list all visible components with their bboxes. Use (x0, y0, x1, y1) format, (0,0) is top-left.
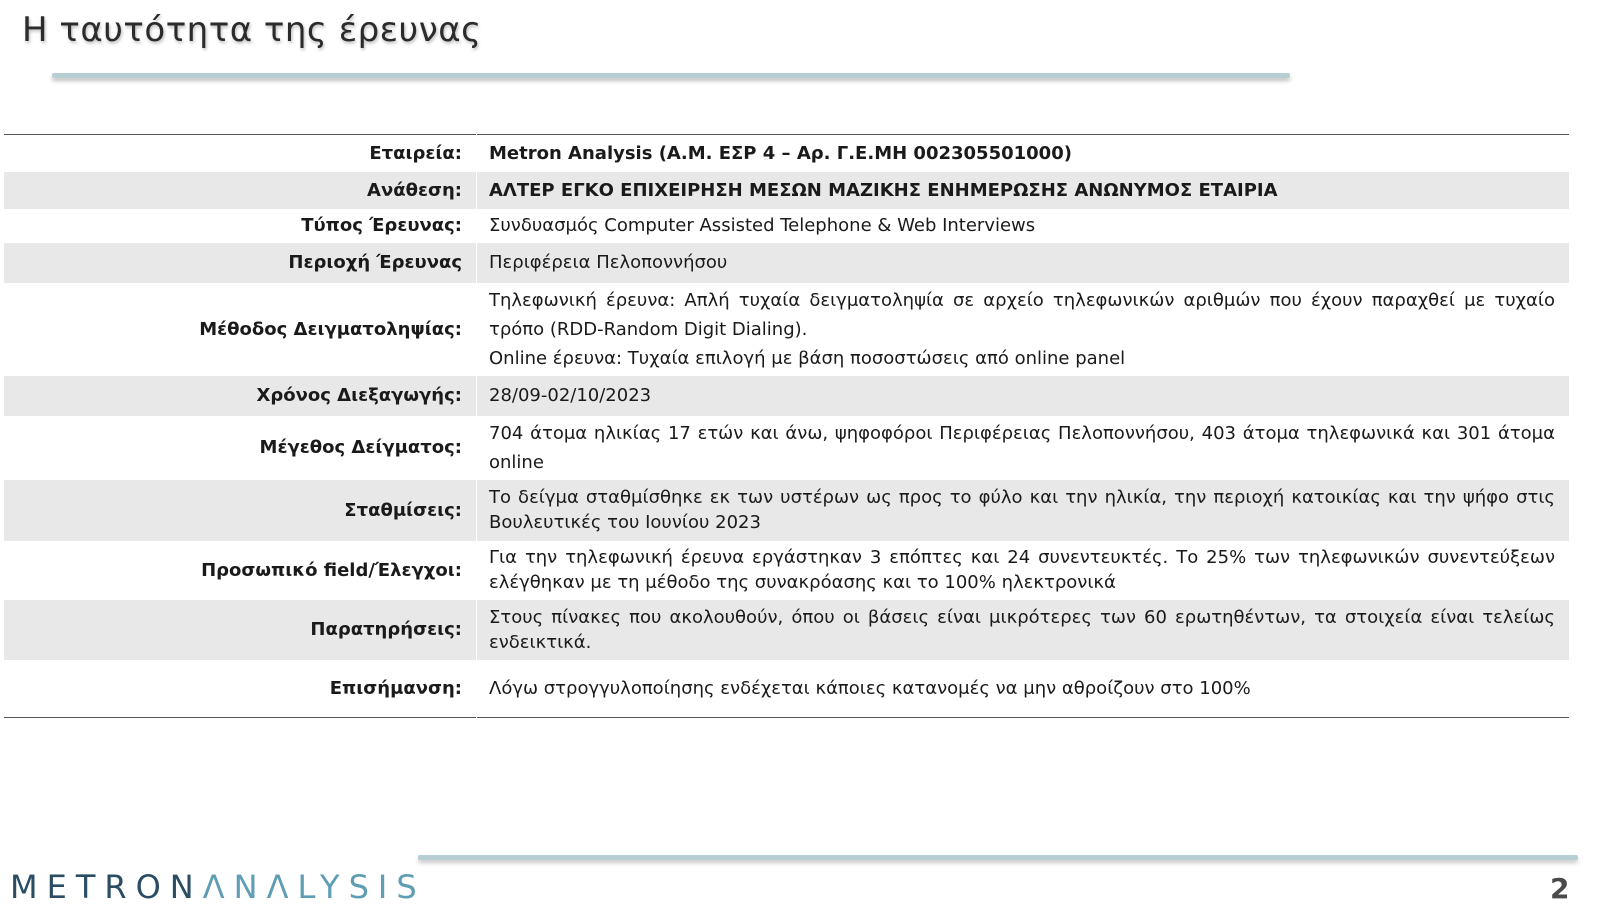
row-value-fieldwork-dates (477, 376, 1570, 416)
row-label-remarks: Παρατηρήσεις: (4, 600, 477, 660)
value-line: Περιφέρεια Πελοποννήσου (489, 252, 728, 273)
table-row (4, 283, 1569, 376)
survey-info-table (4, 134, 1569, 718)
metron-analysis-logo (10, 868, 426, 906)
row-label-commission: Ανάθεση: (4, 172, 477, 209)
footer-rule (418, 855, 1578, 860)
row-label-sampling-method: Μέθοδος Δειγματοληψίας: (4, 283, 477, 376)
table-row (4, 541, 1569, 600)
row-label-weighting: Σταθμίσεις: (4, 480, 477, 541)
table-row (4, 376, 1569, 416)
logo-text-part2: ΛNΛLYSIS (202, 868, 426, 906)
row-label-field-staff: Προσωπικό field/Έλεγχοι: (4, 541, 477, 600)
value-line: Online έρευνα: Τυχαία επιλογή με βάση ποσοστώσεις από online panel (489, 347, 1126, 369)
value-line: Το δείγμα σταθμίσθηκε εκ των υστέρων ως προς το φύλο και την ηλικία, την περιοχή κατοικίας και την ψήφο στις Βουλευτικές του Ιουνίου 2023 (489, 487, 1555, 533)
row-value-commission (477, 172, 1570, 209)
page-number: 2 (1550, 872, 1570, 905)
table-row (4, 209, 1569, 243)
value-line: ΑΛΤΕΡ ΕΓΚΟ ΕΠΙΧΕΙΡΗΣΗ ΜΕΣΩΝ ΜΑΖΙΚΗΣ ΕΝΗΜΕΡΩΣΗΣ ΑΝΩΝΥΜΟΣ ΕΤΑΙΡΙΑ (489, 179, 1278, 201)
value-line: 704 άτομα ηλικίας 17 ετών και άνω, ψηφοφόροι Περιφέρειας Πελοποννήσου, 403 άτομα τηλεφωνικά και 301 άτομα online (489, 422, 1555, 473)
table-row (4, 480, 1569, 541)
value-line: Για την τηλεφωνική έρευνα εργάστηκαν 3 επόπτες και 24 συνεντευκτές. Το 25% των τηλεφωνικών συνεντεύξεων ελέγθηκαν με τη μέθοδο της συνακρόασης και το 100% ηλεκτρονικά (489, 547, 1555, 593)
table-row (4, 416, 1569, 480)
page-title: Η ταυτότητα της έρευνας (22, 10, 482, 50)
row-value-sample-size (477, 416, 1570, 480)
table-row (4, 660, 1569, 718)
value-line: Στους πίνακες που ακολουθούν, όπου οι βάσεις είναι μικρότερες των 60 ερωτηθέντων, τα στοιχεία είναι τελείως ενδεικτικά. (489, 606, 1555, 653)
table-row (4, 172, 1569, 209)
row-value-field-staff (477, 541, 1570, 600)
row-value-remarks (477, 600, 1570, 660)
row-label-note: Επισήμανση: (4, 660, 477, 718)
value-line: 28/09-02/10/2023 (489, 385, 652, 406)
row-label-fieldwork-dates: Χρόνος Διεξαγωγής: (4, 376, 477, 416)
row-label-survey-type: Τύπος Έρευνας: (4, 209, 477, 243)
title-underline (52, 73, 1290, 78)
row-value-weighting (477, 480, 1570, 541)
value-line: Λόγω στρογγυλοποίησης ενδέχεται κάποιες κατανομές να μην αθροίζουν στο 100% (489, 677, 1251, 699)
value-line: Metron Analysis (Α.Μ. ΕΣΡ 4 – Αρ. Γ.Ε.ΜΗ 002305501000) (489, 142, 1072, 164)
logo-text-part1: METRON (10, 868, 203, 906)
row-value-note (477, 660, 1570, 718)
row-label-company: Εταιρεία: (4, 135, 477, 172)
table-row (4, 243, 1569, 283)
value-line: Τηλεφωνική έρευνα: Απλή τυχαία δειγματοληψία σε αρχείο τηλεφωνικών αριθμών που έχουν παραχθεί με τυχαίο τρόπο (RDD-Random Digit Dialing). (489, 289, 1555, 340)
row-value-sampling-method (477, 283, 1570, 376)
row-value-company (477, 135, 1570, 172)
row-label-sample-size: Μέγεθος Δείγματος: (4, 416, 477, 480)
table-row (4, 600, 1569, 660)
table-row (4, 135, 1569, 172)
row-value-survey-type (477, 209, 1570, 243)
row-value-survey-area (477, 243, 1570, 283)
row-label-survey-area: Περιοχή Έρευνας (4, 243, 477, 283)
value-line: Συνδυασμός Computer Assisted Telephone & Web Interviews (489, 215, 1036, 236)
